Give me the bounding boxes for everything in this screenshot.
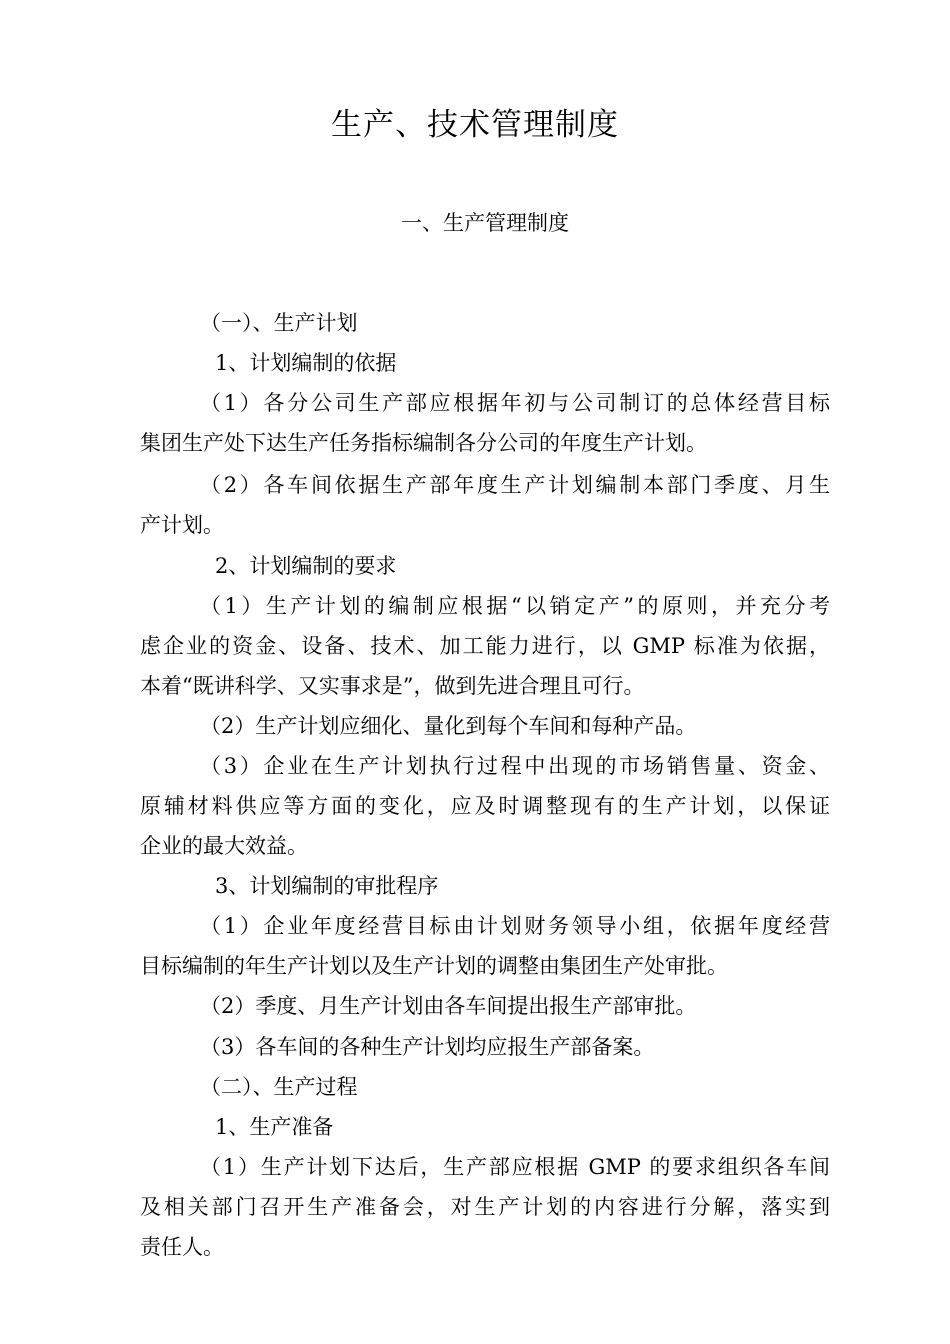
- paragraph-line: （1）企业年度经营目标由计划财务领导小组，依据年度经营: [200, 914, 830, 938]
- paragraph-line: 产计划。: [140, 513, 224, 537]
- paragraph-line: 企业的最大效益。: [140, 834, 308, 858]
- section-title: 一、生产管理制度: [401, 211, 569, 235]
- paragraph-line: （2）季度、月生产计划由各车间提出报生产部审批。: [200, 994, 697, 1018]
- paragraph-line: （1）生产计划下达后，生产部应根据 GMP 的要求组织各车间: [200, 1155, 830, 1179]
- paragraph-line: 本着“既讲科学、又实事求是”，做到先进合理且可行。: [140, 674, 645, 698]
- paragraph-line: 目标编制的年生产计划以及生产计划的调整由集团生产处审批。: [140, 954, 728, 978]
- paragraph-line: （3）企业在生产计划执行过程中出现的市场销售量、资金、: [200, 754, 830, 778]
- paragraph-line: （1）各分公司生产部应根据年初与公司制订的总体经营目标: [200, 391, 830, 415]
- item-heading: 1、生产准备: [215, 1115, 334, 1139]
- item-heading: 3、计划编制的审批程序: [215, 874, 439, 898]
- paragraph-line: 原辅材料供应等方面的变化，应及时调整现有的生产计划，以保证: [140, 794, 830, 818]
- paragraph-line: 虑企业的资金、设备、技术、加工能力进行，以 GMP 标准为依据，: [140, 634, 830, 658]
- paragraph-line: 责任人。: [140, 1235, 224, 1259]
- paragraph-line: （2）生产计划应细化、量化到每个车间和每种产品。: [200, 714, 697, 738]
- paragraph-line: （1）生产计划的编制应根据“以销定产”的原则，并充分考: [200, 594, 830, 618]
- paragraph-line: （2）各车间依据生产部年度生产计划编制本部门季度、月生: [200, 473, 830, 497]
- item-heading: 1、计划编制的依据: [215, 351, 397, 375]
- subsection-heading: （二）、生产过程: [200, 1075, 358, 1099]
- paragraph-line: 集团生产处下达生产任务指标编制各分公司的年度生产计划。: [140, 431, 707, 455]
- paragraph-line: （3）各车间的各种生产计划均应报生产部备案。: [200, 1035, 655, 1059]
- subsection-heading: （一）、生产计划: [200, 311, 358, 335]
- paragraph-line: 及相关部门召开生产准备会，对生产计划的内容进行分解，落实到: [140, 1195, 830, 1219]
- item-heading: 2、计划编制的要求: [215, 554, 397, 578]
- document-title: 生产、技术管理制度: [331, 107, 619, 143]
